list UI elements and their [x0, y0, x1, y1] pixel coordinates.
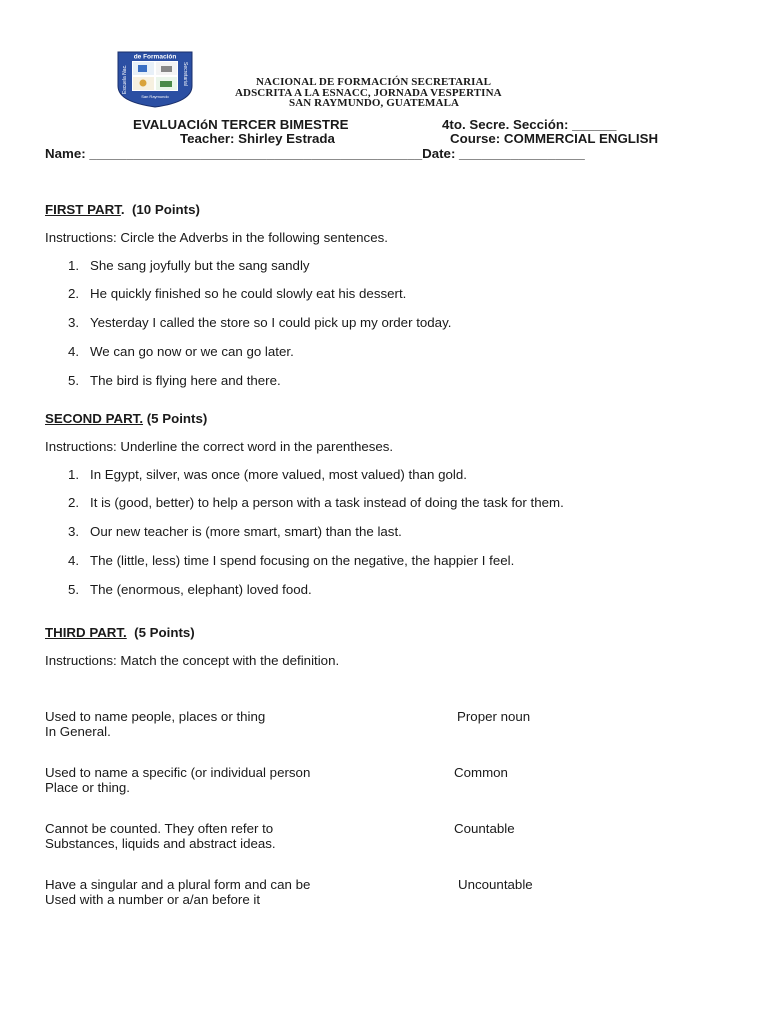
list-item: 5. The bird is flying here and there.: [68, 373, 281, 388]
concept-text: Uncountable: [458, 877, 533, 892]
part3-instructions: Instructions: Match the concept with the definition.: [45, 653, 340, 668]
list-item: 4. We can go now or we can go later.: [68, 344, 294, 359]
definition-text: Cannot be counted. They often refer to: [45, 821, 274, 836]
part1-points: (10 Points): [131, 202, 200, 217]
definition-text: Substances, liquids and abstract ideas.: [45, 836, 276, 851]
logo-text-top: de Formación: [133, 53, 177, 61]
definition-text: Used with a number or a/an before it: [45, 892, 261, 907]
part3-points: (5 Points): [134, 625, 195, 640]
school-name: NACIONAL DE FORMACIÓN SECRETARIAL: [256, 76, 492, 88]
course-name: Course: COMMERCIAL ENGLISH: [450, 131, 659, 146]
list-item: 3. Yesterday I called the store so I could pick up my order today.: [68, 315, 452, 330]
part3-heading: [45, 625, 195, 640]
list-item: 2. It is (good, better) to help a person with a task instead of doing the task for them.: [68, 495, 564, 510]
definition-text: Have a singular and a plural form and can be: [45, 877, 311, 892]
definition-text: Used to name a specific (or individual person: [45, 765, 311, 780]
grade-section: 4to. Secre. Sección: ______: [442, 117, 617, 132]
concept-text: Countable: [454, 821, 515, 836]
list-item: 1. In Egypt, silver, was once (more valued, most valued) than gold.: [68, 467, 467, 482]
part1-heading: FIRST PART. (10 Points): [45, 202, 200, 217]
concept-text: Proper noun: [457, 709, 531, 724]
name-date-line: Name: _____________________________________________Date: _________________: [45, 146, 585, 161]
list-item: 3. Our new teacher is (more smart, smart) than the last.: [68, 524, 402, 539]
list-item: 2. He quickly finished so he could slowly eat his dessert.: [68, 286, 407, 301]
definition-text: Place or thing.: [45, 780, 131, 795]
part2-heading: [45, 411, 207, 426]
list-item: 4. The (little, less) time I spend focusing on the negative, the happier I feel.: [68, 553, 515, 568]
logo-text-left: Escuela Nac.: [122, 64, 128, 94]
concept-text: Common: [454, 765, 508, 780]
part2-title: SECOND PART.: [45, 411, 144, 426]
school-logo: [116, 50, 194, 108]
part3-title: THIRD PART.: [45, 625, 127, 640]
list-item: 1. She sang joyfully but the sang sandly: [68, 258, 310, 273]
exam-title: EVALUACIóN TERCER BIMESTRE: [133, 117, 349, 132]
logo-text-right: Secretarial: [182, 62, 188, 86]
part2-instructions: Instructions: Underline the correct word in the parentheses.: [45, 439, 394, 454]
definition-text: In General.: [45, 724, 111, 739]
list-item: 5. The (enormous, elephant) loved food.: [68, 582, 312, 597]
school-location: SAN RAYMUNDO, GUATEMALA: [289, 97, 460, 109]
teacher-name: Teacher: Shirley Estrada: [180, 131, 335, 146]
logo-text-bottom: San Raymundo: [141, 94, 169, 99]
part2-points: (5 Points): [146, 411, 208, 426]
definition-text: Used to name people, places or thing: [45, 709, 266, 724]
part1-title: FIRST PART: [45, 202, 121, 217]
part1-instructions: Instructions: Circle the Adverbs in the following sentences.: [45, 230, 388, 245]
school-subtitle: ADSCRITA A LA ESNACC, JORNADA VESPERTINA: [235, 87, 502, 99]
